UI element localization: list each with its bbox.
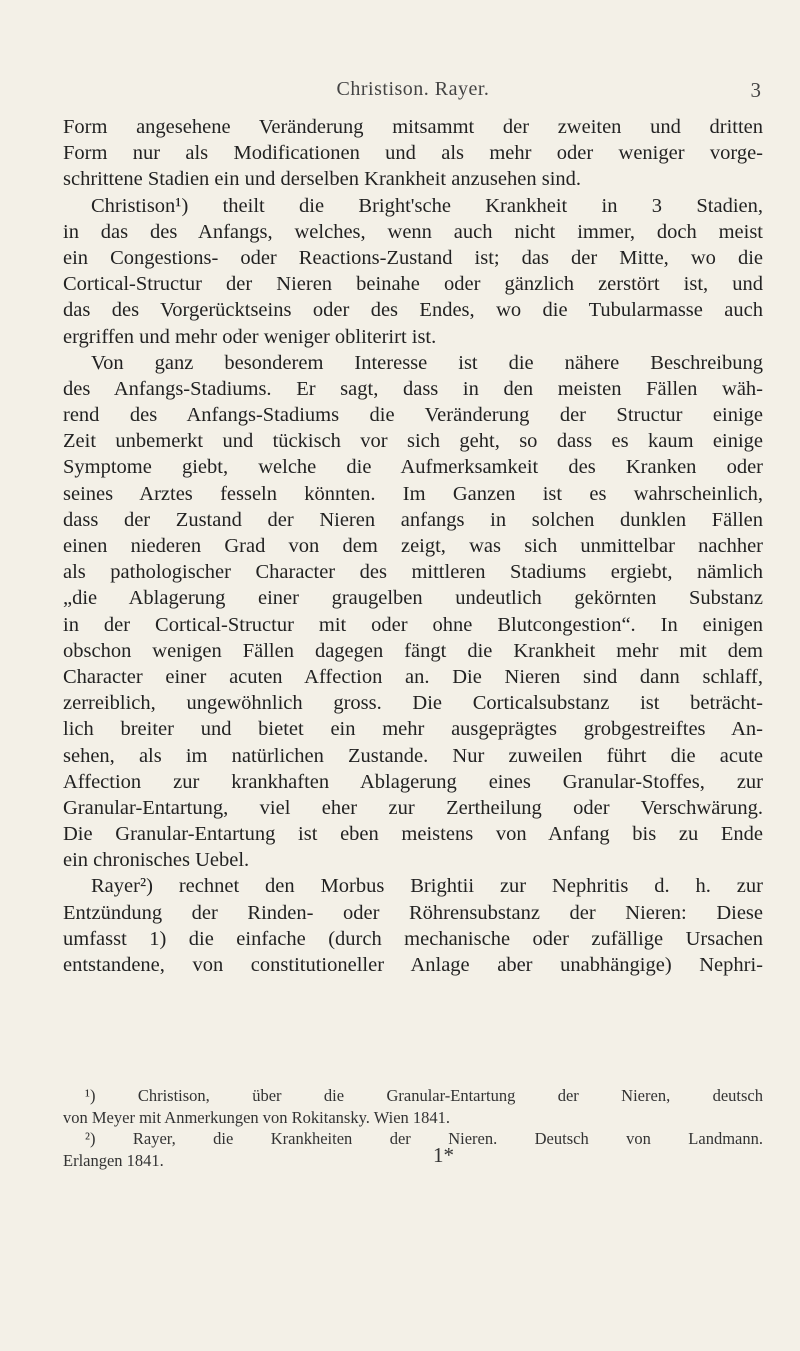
- text-line: Von ganz besonderem Interesse ist die nähere Beschreibung: [91, 351, 763, 374]
- text-line: Christison¹) theilt die Bright'sche Krankheit in 3 Stadien,: [91, 194, 763, 217]
- footnote-line: von Meyer mit Anmerkungen von Rokitansky. Wien 1841.: [63, 1107, 451, 1127]
- text-line: rend des Anfangs-Stadiums die Veränderung der Structur einige: [63, 404, 763, 427]
- page-header: [63, 78, 763, 106]
- text-line: einen niederen Grad von dem zeigt, was sich unmittelbar nachher: [63, 535, 763, 557]
- text-line: ein chronisches Uebel.: [63, 849, 250, 872]
- footnotes: [63, 1085, 763, 1171]
- text-line: zerreiblich, ungewöhnlich gross. Die Corticalsubstanz ist beträcht-: [63, 692, 763, 715]
- text-line: Affection zur krankhaften Ablagerung eines Granular-Stoffes, zur: [63, 770, 763, 793]
- text-line: des Anfangs-Stadiums. Er sagt, dass in den meisten Fällen wäh-: [63, 377, 763, 400]
- text-line: als pathologischer Character des mittleren Stadiums ergiebt, nämlich: [63, 561, 763, 584]
- text-line: Die Granular-Entartung ist eben meistens von Anfang bis zu Ende: [63, 823, 763, 846]
- text-line: sehen, als im natürlichen Zustande. Nur zuweilen führt die acute: [63, 744, 763, 767]
- main-text: [63, 114, 763, 978]
- text-line: „die Ablagerung einer graugelben undeutlich gekörnten Substanz: [63, 587, 763, 610]
- text-line: Form nur als Modificationen und als mehr oder weniger vorge-: [63, 142, 763, 165]
- signature-mark: 1*: [433, 1143, 454, 1167]
- text-line: Granular-Entartung, viel eher zur Zertheilung oder Verschwärung.: [63, 796, 763, 819]
- footnote-line: ¹) Christison, über die Granular-Entartung der Nieren, deutsch: [85, 1086, 763, 1105]
- text-line: ein Congestions- oder Reactions-Zustand ist; das der Mitte, wo die: [63, 246, 763, 269]
- text-line: obschon wenigen Fällen dagegen fängt die Krankheit mehr mit dem: [63, 639, 763, 662]
- text-line: entstandene, von constitutioneller Anlage aber unabhängige) Nephri-: [63, 954, 763, 976]
- text-line: Zeit unbemerkt und tückisch vor sich geht, so dass es kaum einige: [63, 430, 763, 453]
- text-line: in das des Anfangs, welches, wenn auch nicht immer, doch meist: [63, 220, 763, 243]
- text-line: Rayer²) rechnet den Morbus Brightii zur Nephritis d. h. zur: [91, 875, 763, 898]
- text-line: ergriffen und mehr oder weniger obliterirt ist.: [63, 325, 437, 348]
- book-page: [63, 0, 763, 1351]
- text-line: schrittene Stadien ein und derselben Krankheit anzusehen sind.: [63, 168, 582, 191]
- text-line: Character einer acuten Affection an. Die Nieren sind dann schlaff,: [63, 665, 763, 688]
- text-line: lich breiter und bietet ein mehr ausgeprägtes grobgestreiftes An-: [63, 718, 763, 741]
- running-head: Christison. Rayer.: [336, 78, 490, 100]
- text-line: dass der Zustand der Nieren anfangs in solchen dunklen Fällen: [63, 508, 763, 531]
- text-line: das des Vorgerücktseins oder des Endes, wo die Tubularmasse auch: [63, 299, 763, 322]
- footnote-line: Erlangen 1841.: [63, 1150, 164, 1170]
- text-line: Entzündung der Rinden- oder Röhrensubstanz der Nieren: Diese: [63, 901, 763, 924]
- footnote-line: ²) Rayer, die Krankheiten der Nieren. Deutsch von Landmann.: [85, 1129, 763, 1148]
- text-line: in der Cortical-Structur mit oder ohne Blutcongestion“. In einigen: [63, 613, 763, 636]
- text-line: Form angesehene Veränderung mitsammt der zweiten und dritten: [63, 116, 763, 138]
- text-line: Symptome giebt, welche die Aufmerksamkeit des Kranken oder: [63, 456, 763, 479]
- text-line: seines Arztes fesseln könnten. Im Ganzen ist es wahrscheinlich,: [63, 482, 763, 505]
- page-number: 3: [750, 78, 761, 102]
- text-line: Cortical-Structur der Nieren beinahe oder gänzlich zerstört ist, und: [63, 273, 763, 296]
- text-line: umfasst 1) die einfache (durch mechanische oder zufällige Ursachen: [63, 927, 763, 950]
